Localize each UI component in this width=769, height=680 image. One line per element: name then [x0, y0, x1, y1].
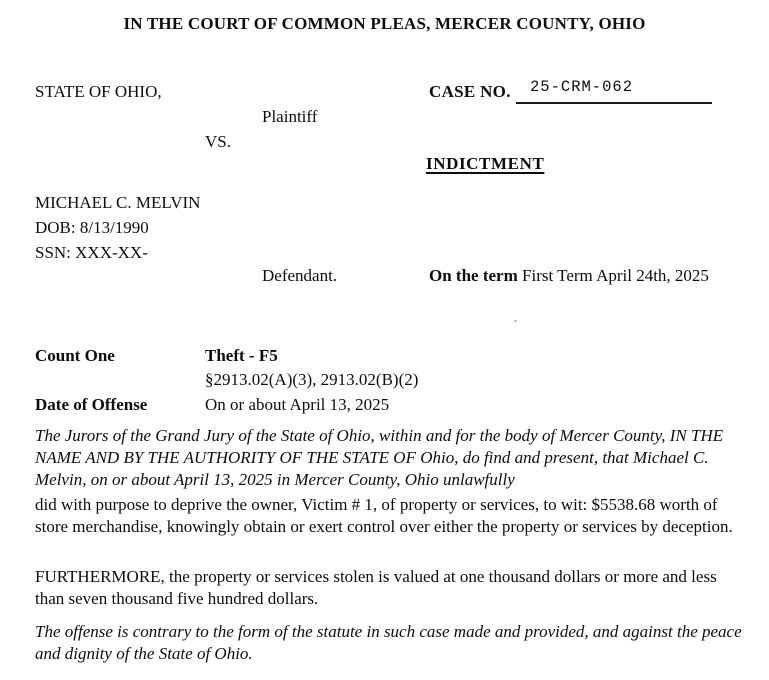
closing-paragraph: The offense is contrary to the form of the statute in such case made and provided, and against the peace and dignity of the State of Ohio. [35, 622, 742, 663]
term-value: First Term April 24th, 2025 [517, 266, 709, 285]
case-number-value: 25-CRM-062 [530, 78, 634, 96]
case-number-label: CASE NO. [429, 82, 511, 101]
case-number-blank [516, 76, 712, 104]
date-of-offense-value: On or about April 13, 2025 [205, 395, 390, 414]
court-title: IN THE COURT OF COMMON PLEAS, MERCER COUNTY, OHIO [123, 14, 646, 33]
defendant-ssn: SSN: XXX-XX- [35, 243, 148, 262]
statute-citation: §2913.02(A)(3), 2913.02(B)(2) [205, 370, 419, 389]
count-label: Count One [35, 346, 115, 365]
defendant-role-label: Defendant. [262, 266, 338, 285]
furthermore-paragraph: FURTHERMORE, the property or services stolen is valued at one thousand dollars or more and less than seven thousand five hundred dollars. [35, 567, 717, 608]
term-label: On the term [429, 266, 518, 285]
term-line [429, 266, 709, 286]
plaintiff-name: STATE OF OHIO, [35, 82, 162, 101]
defendant-dob: DOB: 8/13/1990 [35, 218, 149, 237]
charge-paragraph: did with purpose to deprive the owner, Victim # 1, of property or services, to wit: $5538.68 worth of store merchandise, knowingly obtain or exert control over either the property or services by deception. [35, 495, 733, 536]
plaintiff-role-label: Plaintiff [262, 107, 318, 126]
defendant-name: MICHAEL C. MELVIN [35, 193, 201, 212]
scan-artifact [514, 320, 517, 322]
indictment-heading: INDICTMENT [426, 154, 545, 173]
date-of-offense-label: Date of Offense [35, 395, 148, 414]
jurors-paragraph: The Jurors of the Grand Jury of the State of Ohio, within and for the body of Mercer County, IN THE NAME AND BY THE AUTHORITY OF THE STATE OF Ohio, do find and present, that Michael C. Melvin, on or about April 13, 2025 in Mercer County, Ohio unlawfully [35, 426, 724, 489]
offense-name: Theft - F5 [205, 346, 278, 365]
versus-label: VS. [205, 132, 231, 151]
